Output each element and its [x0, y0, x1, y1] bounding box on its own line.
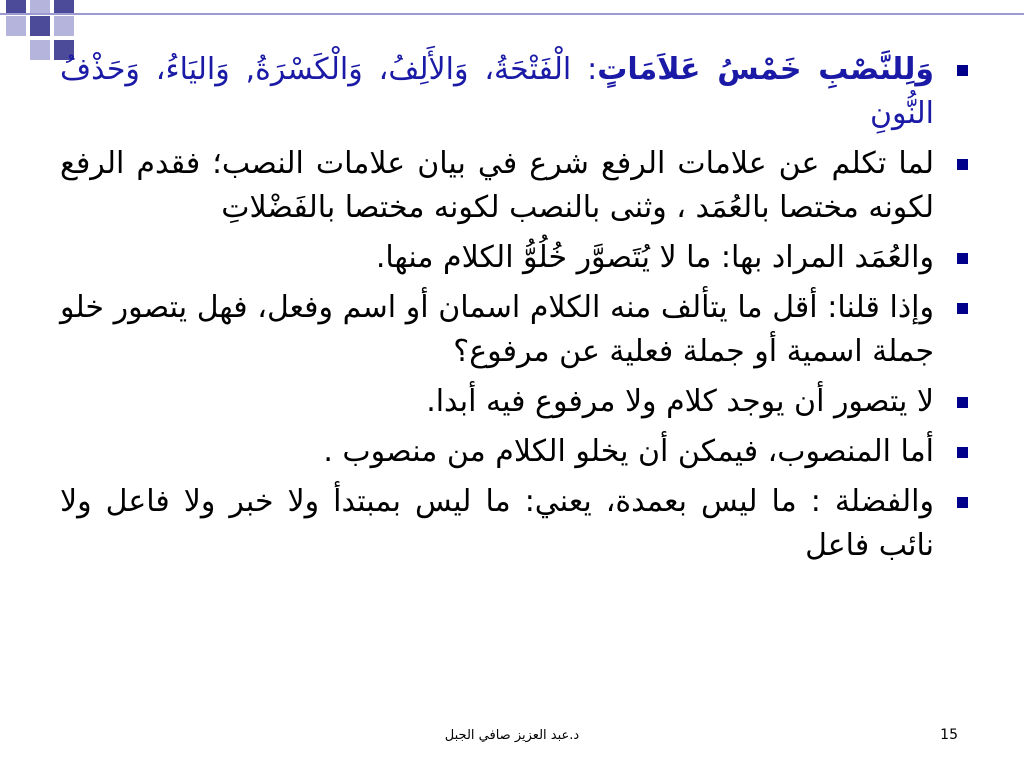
bullet-item [60, 286, 970, 374]
deco-square [54, 16, 74, 36]
slide-title [60, 48, 970, 136]
bullet-text: لا يتصور أن يوجد كلام ولا مرفوع فيه أبدا. [426, 384, 934, 419]
bullet-text: والعُمَد المراد بها: ما لا يُتَصوَّر خُلُوُّ الكلام منها. [375, 240, 934, 275]
bullet-marker [957, 159, 968, 170]
header-rule [0, 13, 1024, 15]
page-number: 15 [940, 727, 958, 743]
deco-square [54, 0, 74, 13]
deco-square [30, 0, 50, 13]
bullet-marker [957, 497, 968, 508]
title-rest: : الْفَتْحَةُ، وَالأَلِفُ، وَالْكَسْرَةُ, وَاليَاءُ، وَحَذْفُ النُّونِ [60, 52, 934, 131]
footer-author: د.عبد العزيز صافي الجبل [444, 728, 580, 743]
bullet-marker [957, 447, 968, 458]
title-bold-part: وَلِلنَّصْبِ خَمْسُ عَلاَمَاتٍ [597, 52, 934, 87]
bullet-item [60, 142, 970, 230]
deco-square [6, 16, 26, 36]
bullet-item [60, 236, 970, 280]
deco-square [30, 16, 50, 36]
bullet-item [60, 480, 970, 568]
bullet-text: وإذا قلنا: أقل ما يتألف منه الكلام اسمان أو اسم وفعل، فهل يتصور خلو جملة اسمية أو جملة فعلية عن مرفوع؟ [60, 290, 934, 369]
deco-square [6, 0, 26, 13]
bullet-item [60, 430, 970, 474]
deco-square [30, 40, 50, 60]
bullet-marker [957, 253, 968, 264]
bullet-text: لما تكلم عن علامات الرفع شرع في بيان علامات النصب؛ فقدم الرفع لكونه مختصا بالعُمَد ، وثنى بالنصب لكونه مختصا بالفَضْلاتِ [60, 146, 934, 225]
bullet-marker [957, 303, 968, 314]
bullet-marker [957, 65, 968, 76]
bullet-item [60, 380, 970, 424]
bullet-text: أما المنصوب، فيمكن أن يخلو الكلام من منصوب . [323, 434, 934, 469]
bullet-text: والفضلة : ما ليس بعمدة، يعني: ما ليس بمبتدأ ولا خبر ولا فاعل ولا نائب فاعل [60, 484, 934, 563]
slide-body [60, 48, 970, 574]
bullet-marker [957, 397, 968, 408]
